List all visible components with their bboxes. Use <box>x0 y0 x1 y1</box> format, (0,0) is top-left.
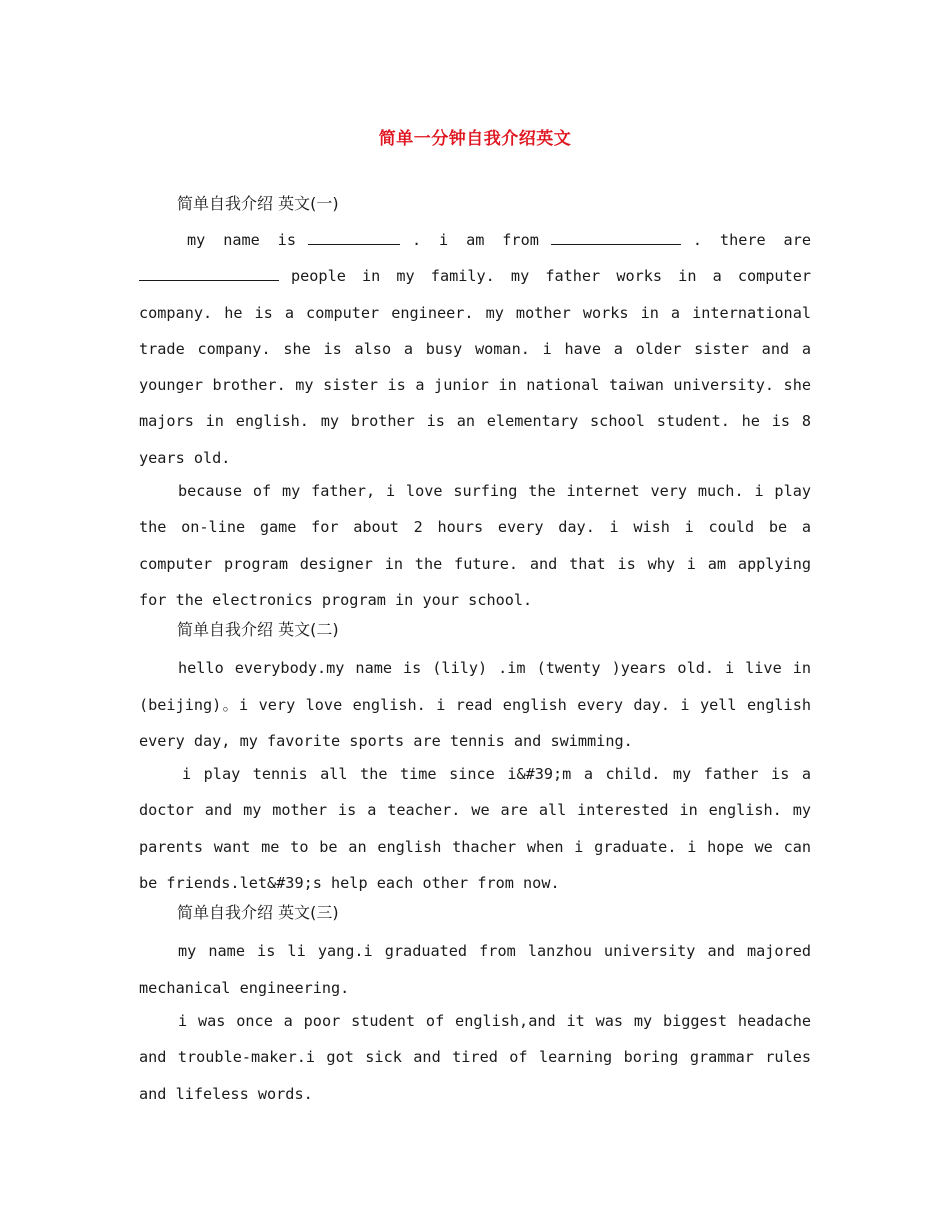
section-3-paragraph-2: i was once a poor student of english,and it was my biggest headache and trouble-maker.i got sick and tired of learning boring grammar rules and lifeless words. <box>139 1011 811 1103</box>
text-segment: people in my family. my father works in a computer company. he is a computer engineer. my mother works in a international trade company. she is also a busy woman. i have a older sister and a younger brother. my sister is a junior in national taiwan university. she majors in english. my brother is an elementary school student. he is 8 years old. <box>139 267 811 467</box>
fill-in-blank-family-count <box>139 266 279 281</box>
text-segment: . there are <box>692 231 811 249</box>
text-segment: my name is <box>187 231 296 249</box>
section-1-paragraph-2: because of my father, i love surfing the internet very much. i play the on-line game for about 2 hours every day. i wish i could be a computer program designer in the future. and that is why i am applying for the electronics program in your school. <box>139 482 811 609</box>
fill-in-blank-name <box>308 230 400 245</box>
text-segment: . i am from <box>411 231 539 249</box>
section-heading-3: 简单自我介绍 英文(三) <box>177 903 339 923</box>
section-heading-2: 简单自我介绍 英文(二) <box>177 620 339 640</box>
section-2-paragraph-1: hello everybody.my name is (lily) .im (twenty )years old. i live in (beijing)。i very love english. i read english every day. i yell english every day, my favorite sports are tennis and swimming. <box>139 659 811 750</box>
section-3-paragraph-1: my name is li yang.i graduated from lanzhou university and majored mechanical engineering. <box>139 942 811 997</box>
section-heading-1: 简单自我介绍 英文(一) <box>177 194 339 213</box>
document-title: 简单一分钟自我介绍英文 <box>378 129 572 149</box>
fill-in-blank-hometown <box>551 230 681 245</box>
document-body <box>139 192 811 1112</box>
section-1-paragraph-1 <box>139 222 811 476</box>
section-2-paragraph-2: i play tennis all the time since i&#39;m a child. my father is a doctor and my mother is a teacher. we are all interested in english. my parents want me to be an english thacher when i graduate. i hope we can be friends.let&#39;s help each other from now. <box>139 765 811 893</box>
